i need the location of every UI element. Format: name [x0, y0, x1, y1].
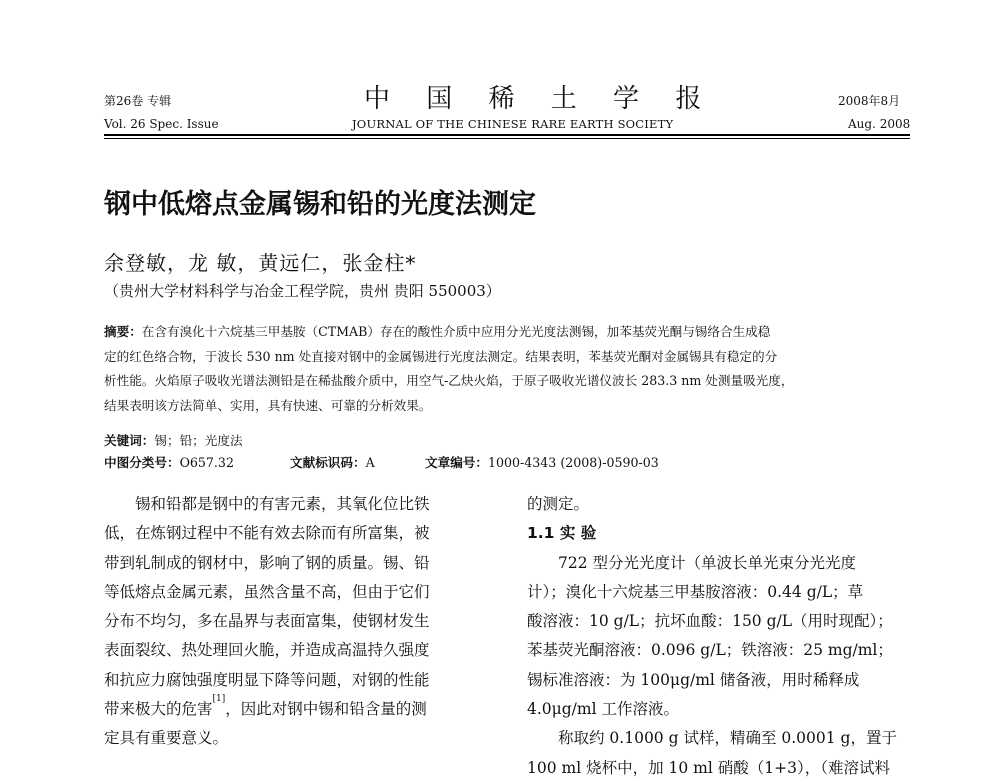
- body-line: 酸溶液：10 g/L；抗坏血酸：150 g/L（用时现配）；: [527, 612, 893, 631]
- abstract: [104, 320, 912, 418]
- journal-title-en: JOURNAL OF THE CHINESE RARE EARTH SOCIETY: [352, 117, 674, 131]
- journal-title-cn: 中 国 稀 土 学 报: [364, 84, 716, 114]
- article-id-label: 文章编号：: [425, 455, 488, 470]
- affiliation: （贵州大学材料科学与冶金工程学院，贵州 贵阳 550003）: [104, 282, 501, 300]
- abstract-label: 摘要：: [104, 324, 142, 339]
- volume-cn: 第26卷 专辑: [104, 94, 172, 108]
- body-right-column: [527, 490, 911, 783]
- body-line: 定具有重要意义。: [104, 729, 229, 748]
- body-line: 722 型分光光度计（单波长单光束分光光度: [558, 553, 857, 572]
- body-line: 带到轧制成的钢材中，影响了钢的质量。锡、铅: [104, 553, 430, 572]
- abstract-line: 析性能。火焰原子吸收光谱法测铅是在稀盐酸介质中，用空气-乙炔火焰，于原子吸收光谱仪波长 283.3 nm 处测量吸光度，: [104, 373, 794, 388]
- doc-code-label: 文献标识码：: [290, 455, 366, 470]
- body-line: 表面裂纹、热处理回火脆，并造成高温持久强度: [104, 641, 430, 660]
- body-line: 等低熔点金属元素，虽然含量不高，但由于它们: [104, 582, 430, 601]
- body-line: 和抗应力腐蚀强度明显下降等问题，对钢的性能: [104, 670, 430, 689]
- clc-label: 中图分类号：: [104, 455, 180, 470]
- body-line: 苯基荧光酮溶液：0.096 g/L；铁溶液：25 mg/ml；: [527, 641, 893, 660]
- body-line: 带来极大的危害[1]，因此对钢中锡和铅含量的测: [104, 694, 427, 719]
- author-list: 余登敏，龙 敏，黄远仁，张金柱*: [104, 251, 417, 275]
- abstract-line: 定的红色络合物，于波长 530 nm 处直接对钢中的金属锡进行光度法测定。结果表明，苯基荧光酮对金属锡具有稳定的分: [104, 348, 778, 364]
- keywords-label: 关键词：: [104, 433, 155, 448]
- doc-code-value: A: [365, 455, 375, 470]
- body-line: 称取约 0.1000 g 试样，精确至 0.0001 g，置于: [558, 729, 897, 748]
- header-rule-thick: [104, 134, 910, 136]
- body-line: 分布不均匀，多在晶界与表面富集，使钢材发生: [104, 612, 430, 631]
- classification-line: [104, 452, 234, 471]
- date-cn: 2008年8月: [838, 94, 901, 108]
- body-left-column: [104, 490, 490, 754]
- article-id-value: 1000-4343 (2008)-0590-03: [487, 455, 659, 470]
- volume-en: Vol. 26 Spec. Issue: [104, 117, 219, 131]
- body-line: 锡和铅都是钢中的有害元素，其氧化位比铁: [135, 495, 430, 513]
- date-en: Aug. 2008: [848, 117, 911, 131]
- section-heading: 1.1 实 验: [527, 524, 597, 543]
- header-rule-thin: [104, 138, 910, 139]
- keywords-value: 锡；铅；光度法: [154, 433, 243, 448]
- clc-value: O657.32: [179, 455, 234, 470]
- abstract-line: 结果表明该方法简单、实用，具有快速、可靠的分析效果。: [104, 397, 432, 413]
- article-title: 钢中低熔点金属锡和铅的光度法测定: [104, 189, 536, 220]
- body-line: 计）；溴化十六烷基三甲基胺溶液：0.44 g/L；草: [527, 582, 864, 601]
- body-line: 4.0μg/ml 工作溶液。: [527, 700, 679, 719]
- article-id: [425, 452, 659, 471]
- body-line: 锡标准溶液：为 100μg/ml 储备液，用时稀释成: [527, 670, 860, 689]
- body-line: 100 ml 烧杯中，加 10 ml 硝酸（1+3），（难溶试料: [527, 758, 890, 777]
- body-line: 低，在炼钢过程中不能有效去除而有所富集，被: [104, 524, 430, 543]
- keywords: [104, 430, 243, 449]
- abstract-line: 摘要：在含有溴化十六烷基三甲基胺（CTMAB）存在的酸性介质中应用分光光度法测锡，加苯基荧光酮与锡络合生成稳: [104, 324, 771, 339]
- document-code: [290, 452, 375, 471]
- citation-ref[interactable]: [1]: [212, 694, 226, 705]
- body-line: 的测定。: [527, 495, 590, 513]
